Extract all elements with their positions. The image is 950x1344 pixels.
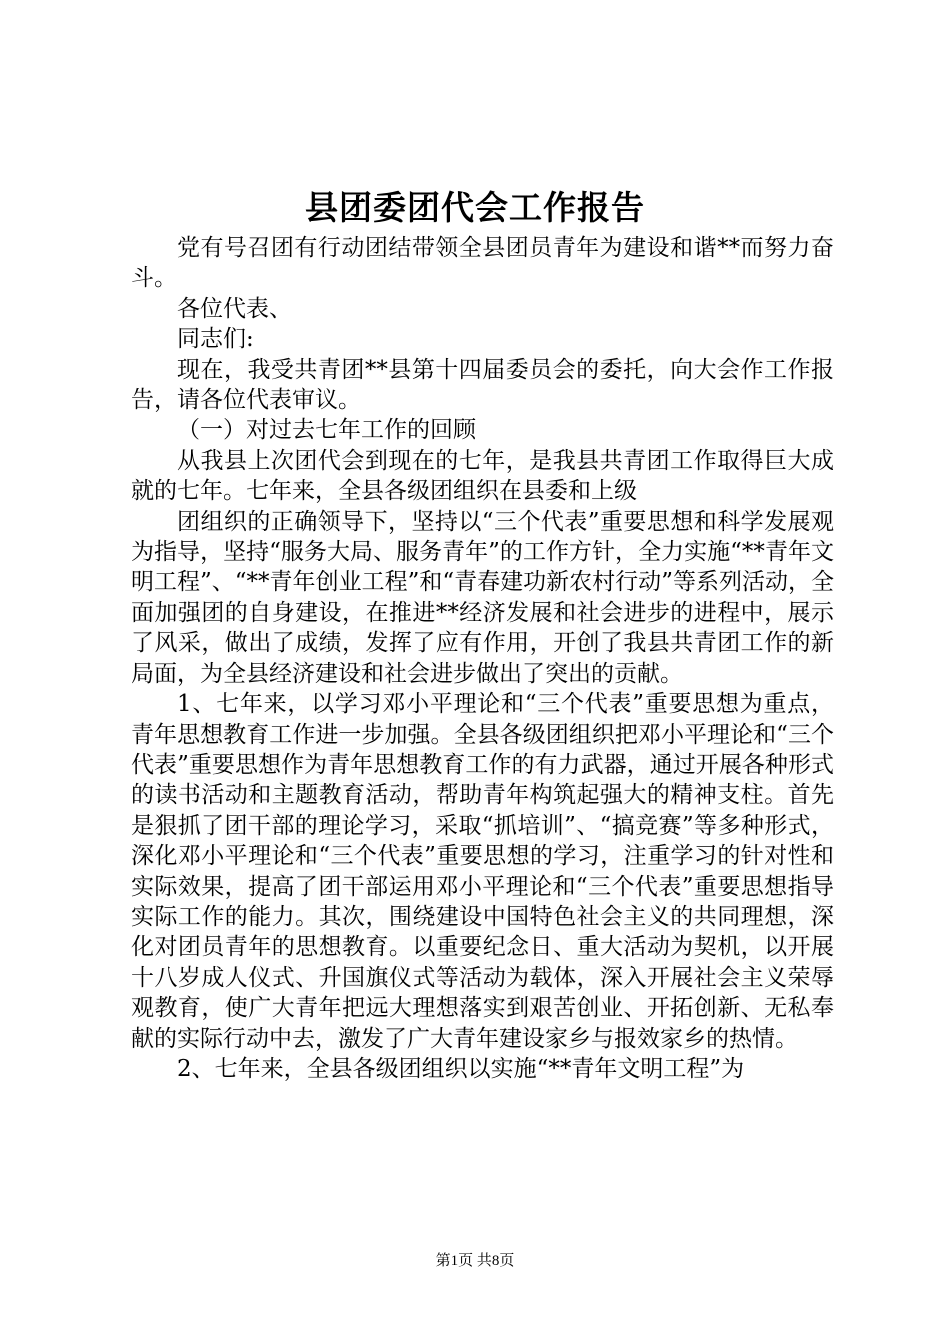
paragraph: 同志们: (177, 326, 254, 353)
paragraph: 各位代表、 (177, 295, 292, 322)
paragraph: （一）对过去七年工作的回顾 (177, 417, 476, 444)
document-body (131, 233, 834, 1084)
document-title: 县团委团代会工作报告 (305, 188, 645, 227)
page-number-footer: 第1页 共8页 (435, 1253, 515, 1269)
paragraph: 团组织的正确领导下，坚持以“三个代表”重要思想和科学发展观为指导，坚持“服务大局、服务青年”的工作方针，全力实施“**青年文明工程”、“**青年创业工程”和“青春建功新农村行动”等系列活动，全面加强团的自身建设，在推进**经济发展和社会进步的进程中，展示了风采，做出了成绩，发挥了应有作用，开创了我县共青团工作的新局面，为全县经济建设和社会进步做出了突出的贡献。 (131, 508, 834, 687)
paragraph: 2、七年来，全县各级团组织以实施“**青年文明工程”为 (177, 1055, 745, 1082)
paragraph: 从我县上次团代会到现在的七年，是我县共青团工作取得巨大成就的七年。七年来，全县各级团组织在县委和上级 (131, 447, 834, 505)
paragraph: 现在，我受共青团**县第十四届委员会的委托，向大会作工作报告，请各位代表审议。 (131, 356, 834, 414)
paragraph: 党有号召团有行动团结带领全县团员青年为建设和谐**而努力奋斗。 (131, 235, 834, 292)
paragraph: 1、七年来，以学习邓小平理论和“三个代表”重要思想为重点，青年思想教育工作进一步加强。全县各级团组织把邓小平理论和“三个代表”重要思想作为青年思想教育工作的有力武器，通过开展各种形式的读书活动和主题教育活动，帮助青年构筑起强大的精神支柱。首先是狠抓了团干部的理论学习，采取“抓培训”、“搞竞赛”等多种形式，深化邓小平理论和“三个代表”重要思想的学习，注重学习的针对性和实际效果，提高了团干部运用邓小平理论和“三个代表”重要思想指导实际工作的能力。其次，围绕建设中国特色社会主义的共同理想，深化对团员青年的思想教育。以重要纪念日、重大活动为契机，以开展十八岁成人仪式、升国旗仪式等活动为载体，深入开展社会主义荣辱观教育，使广大青年把远大理想落实到艰苦创业、开拓创新、无私奉献的实际行动中去，激发了广大青年建设家乡与报效家乡的热情。 (131, 691, 834, 1052)
